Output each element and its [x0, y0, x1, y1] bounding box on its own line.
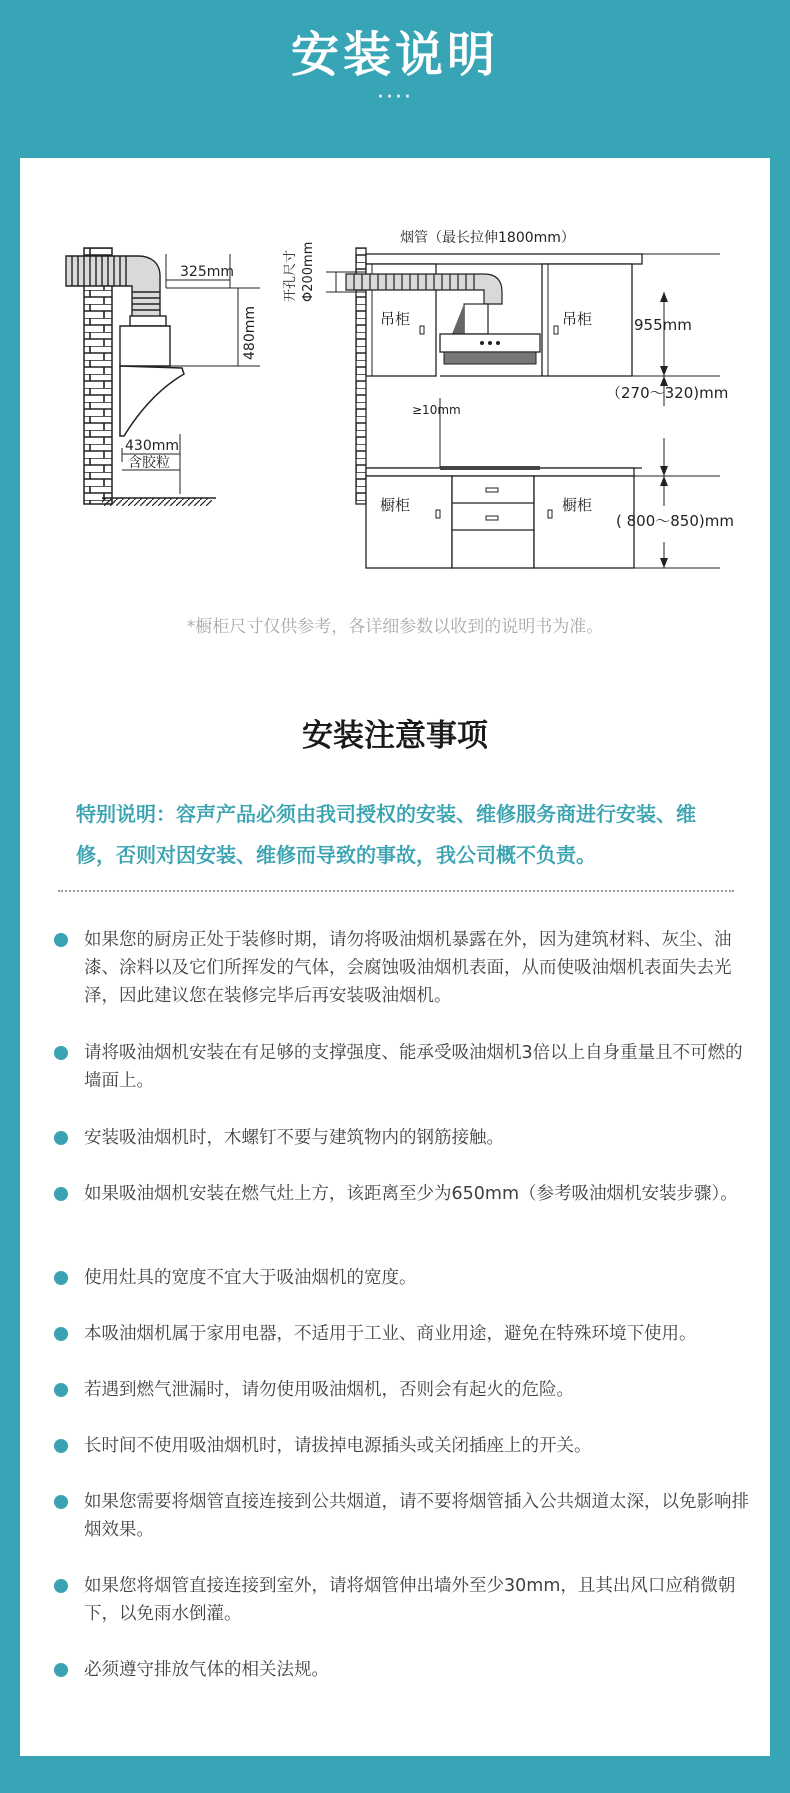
- lower-cabinet-left-label: 橱柜: [380, 496, 411, 514]
- installation-diagram: [20, 230, 770, 648]
- side-view-diagram: [66, 248, 260, 506]
- bullet-dot: [54, 1187, 68, 1201]
- list-item: [54, 1124, 754, 1152]
- item-text: 如果吸油烟机安装在燃气灶上方，该距离至少为650mm（参考吸油烟机安装步骤）。: [84, 1184, 738, 1204]
- bullet-dot: [54, 1271, 68, 1285]
- bullet-dot: [54, 1439, 68, 1453]
- item-text: 请将吸油烟机安装在有足够的支撑强度、能承受吸油烟机3倍以上自身重量且不可燃的墙面上。: [84, 1043, 743, 1091]
- hole-size-label: 开孔尺寸: [283, 249, 298, 302]
- item-text: 长时间不使用吸油烟机时，请拔掉电源插头或关闭插座上的开关。: [84, 1436, 592, 1456]
- glue-label: 含胶粒: [128, 455, 170, 471]
- hole-diameter-label: Φ200mm: [301, 241, 316, 302]
- lower-height-label: ( 800～850)mm: [616, 512, 734, 530]
- list-item: [54, 1264, 754, 1292]
- bullet-dot: [54, 1495, 68, 1509]
- special-note: 特别说明：容声产品必须由我司授权的安装、维修服务商进行安装、维修，否则对因安装、维修而导致的事故，我公司概不负责。: [76, 802, 696, 867]
- section-title: 安装注意事项: [302, 718, 488, 754]
- bullet-dot: [54, 1131, 68, 1145]
- list-item: [54, 926, 754, 1010]
- content-card: [20, 158, 770, 1756]
- item-text: 安装吸油烟机时，木螺钉不要与建筑物内的钢筋接触。: [84, 1128, 504, 1148]
- gap-label: ≥10mm: [412, 403, 461, 417]
- title-dots: ····: [377, 85, 413, 110]
- width-dimension-label: 325mm: [180, 264, 234, 280]
- list-item: [54, 1320, 754, 1348]
- upper-cabinet-right-label: 吊柜: [562, 310, 593, 328]
- item-text: 如果您将烟管直接连接到室外，请将烟管伸出墙外至少30mm，且其出风口应稍微朝下，以免雨水倒灌。: [84, 1576, 736, 1624]
- pipe-length-label: 烟管（最长拉伸1800mm）: [400, 230, 575, 246]
- list-item: [54, 1572, 754, 1628]
- page-title: 安装说明: [290, 27, 499, 83]
- item-text: 若遇到燃气泄漏时，请勿使用吸油烟机，否则会有起火的危险。: [84, 1380, 574, 1400]
- list-item: [54, 1376, 754, 1404]
- bullet-dot: [54, 933, 68, 947]
- item-text: 如果您的厨房正处于装修时期，请勿将吸油烟机暴露在外，因为建筑材料、灰尘、油漆、涂料以及它们所挥发的气体，会腐蚀吸油烟机表面，从而使吸油烟机表面失去光泽，因此建议您在装修完毕后再安装吸油烟机。: [84, 930, 732, 1006]
- list-item: [54, 1432, 754, 1460]
- bullet-dot: [54, 1046, 68, 1060]
- list-item: [54, 1656, 754, 1684]
- front-view-diagram: [282, 229, 734, 568]
- item-text: 本吸油烟机属于家用电器，不适用于工业、商业用途，避免在特殊环境下使用。: [84, 1324, 697, 1344]
- item-text: 使用灶具的宽度不宜大于吸油烟机的宽度。: [84, 1268, 417, 1288]
- bullet-dot: [54, 1327, 68, 1341]
- mid-height-label: （270～320)mm: [606, 384, 729, 402]
- cabinet-size-note: *橱柜尺寸仅供参考，各详细参数以收到的说明书为准。: [186, 617, 604, 637]
- bullet-dot: [54, 1663, 68, 1677]
- bullet-dot: [54, 1383, 68, 1397]
- dotted-divider: [58, 890, 734, 892]
- height-dimension-label: 480mm: [242, 306, 258, 360]
- list-item: [54, 1488, 754, 1544]
- item-text: 如果您需要将烟管直接连接到公共烟道，请不要将烟管插入公共烟道太深，以免影响排烟效果。: [84, 1492, 749, 1540]
- item-text: 必须遵守排放气体的相关法规。: [84, 1660, 329, 1680]
- lower-cabinet-right-label: 橱柜: [562, 496, 593, 514]
- bullet-dot: [54, 1579, 68, 1593]
- depth-dimension-label: 430mm: [125, 438, 179, 454]
- upper-cabinet-left-label: 吊柜: [380, 310, 411, 328]
- list-item: [54, 1180, 754, 1208]
- upper-height-label: 955mm: [634, 316, 692, 334]
- list-item: [54, 1039, 754, 1095]
